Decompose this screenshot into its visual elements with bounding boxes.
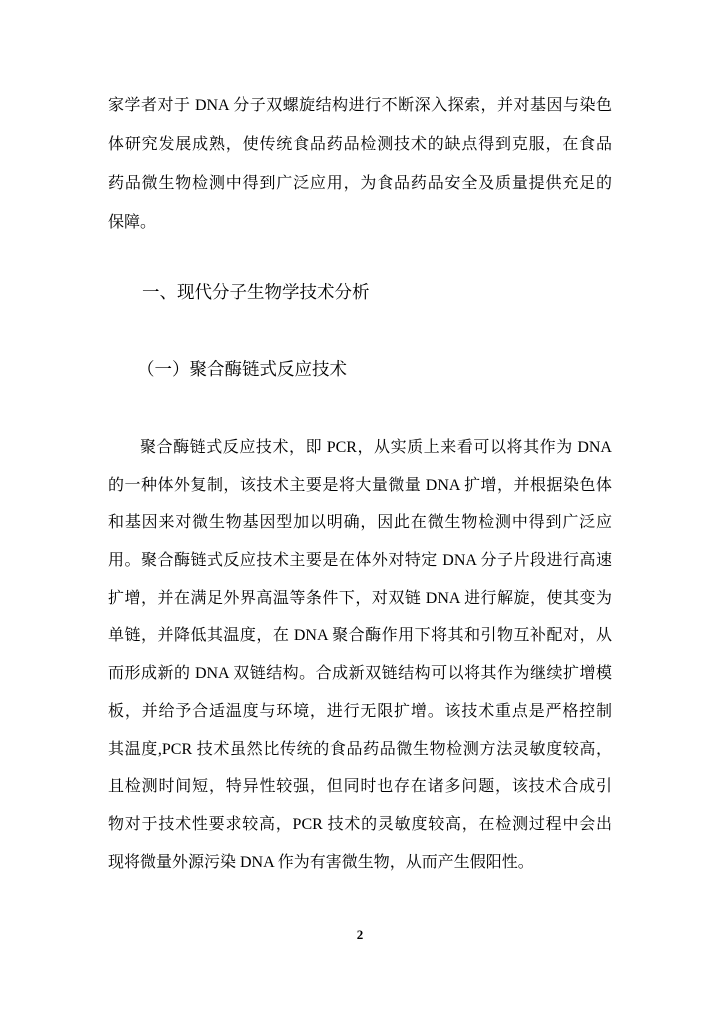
text-line: 且检测时间短，特异性较强，但同时也存在诸多问题，该技术合成引	[108, 778, 612, 796]
text-line: 板，并给予合适温度与环境，进行无限扩增。该技术重点是严格控制	[108, 702, 612, 720]
page-number: 2	[356, 927, 364, 942]
text-line: 物对于技术性要求较高，PCR 技术的灵敏度较高，在检测过程中会出	[108, 815, 612, 833]
text-line: 扩增，并在满足外界高温等条件下，对双链 DNA 进行解旋，使其变为	[108, 589, 612, 607]
page-footer	[108, 925, 612, 945]
paragraph-pcr	[108, 429, 612, 881]
text-line: 体研究发展成熟，使传统食品药品检测技术的缺点得到克服，在食品	[108, 136, 612, 153]
section-heading: 一、现代分子生物学技术分析	[142, 282, 370, 302]
text-line: 和基因来对微生物基因型加以明确，因此在微生物检测中得到广泛应	[108, 514, 612, 532]
text-line: 现将微量外源污染 DNA 作为有害微生物，从而产生假阳性。	[108, 853, 534, 871]
subsection-heading: （一）聚合酶链式反应技术	[137, 359, 347, 379]
text-line: 聚合酶链式反应技术，即 PCR，从实质上来看可以将其作为 DNA	[140, 439, 612, 456]
text-line: 用。聚合酶链式反应技术主要是在体外对特定 DNA 分子片段进行高速	[108, 552, 612, 570]
text-line: 保障。	[108, 214, 157, 231]
text-line: 而形成新的 DNA 双链结构。合成新双链结构可以将其作为继续扩增模	[108, 665, 612, 683]
text-line: 家学者对于 DNA 分子双螺旋结构进行不断深入探索，并对基因与染色	[108, 97, 612, 114]
text-line: 单链，并降低其温度，在 DNA 聚合酶作用下将其和引物互补配对，从	[108, 627, 612, 645]
text-line: 的一种体外复制，该技术主要是将大量微量 DNA 扩增，并根据染色体	[108, 476, 612, 494]
paragraph-continuation	[108, 86, 612, 242]
text-line: 其温度,PCR 技术虽然比传统的食品药品微生物检测方法灵敏度较高，	[108, 740, 612, 758]
text-line: 药品微生物检测中得到广泛应用，为食品药品安全及质量提供充足的	[108, 175, 612, 192]
